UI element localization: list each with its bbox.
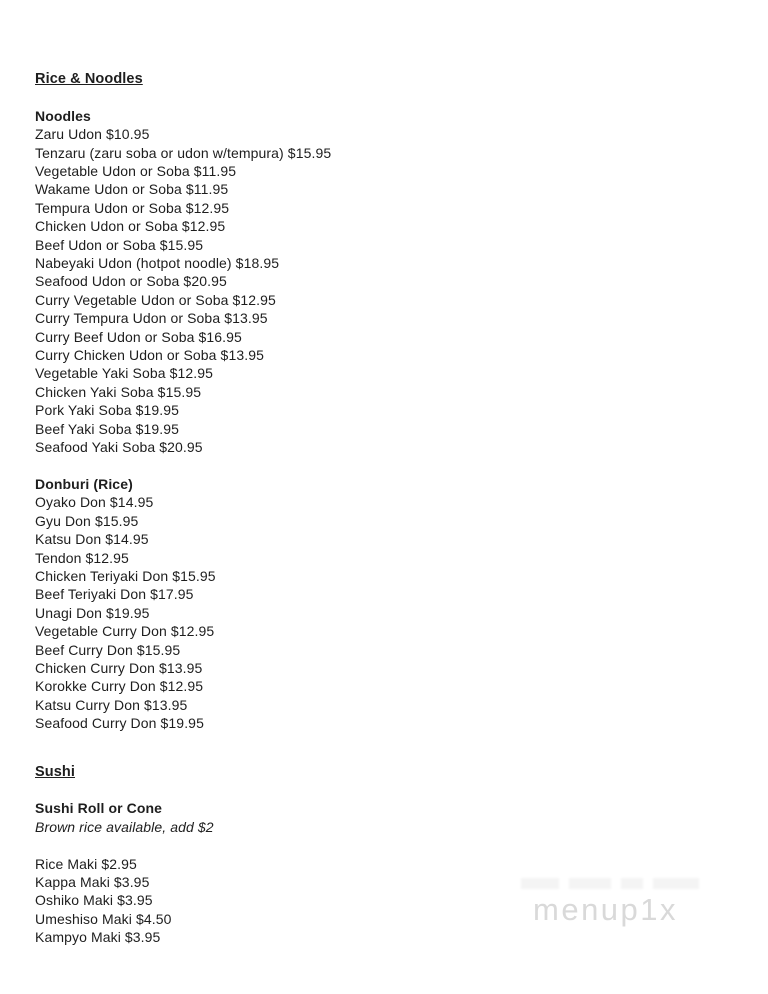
menu-item: Beef Udon or Soba $15.95 (35, 236, 204, 253)
menu-item: Kappa Maki $3.95 (35, 874, 150, 890)
menu-item: Chicken Yaki Soba $15.95 (35, 383, 202, 400)
menu-item: Seafood Curry Don $19.95 (35, 715, 204, 732)
menu-item: Vegetable Yaki Soba $12.95 (35, 365, 214, 382)
menu-item: Unagi Don $19.95 (35, 604, 150, 621)
menu-item: Chicken Udon or Soba $12.95 (35, 218, 226, 235)
menu-item: Zaru Udon $10.95 (35, 126, 150, 143)
menu-content (35, 70, 331, 947)
menu-item: Katsu Don $14.95 (35, 531, 149, 548)
menu-item: Oyako Don $14.95 (35, 494, 154, 511)
menu-item: Chicken Curry Don $13.95 (35, 659, 203, 676)
menu-item: Rice Maki $2.95 (35, 855, 137, 872)
menu-item: Tenzaru (zaru soba or udon w/tempura) $15.95 (35, 144, 332, 161)
menu-section (35, 763, 331, 947)
menu-item: Tendon $12.95 (35, 549, 129, 566)
menu-item: Vegetable Udon or Soba $11.95 (35, 163, 237, 180)
menu-item: Chicken Teriyaki Don $15.95 (35, 567, 216, 584)
item-list (35, 125, 331, 456)
menu-item: Beef Curry Don $15.95 (35, 641, 181, 658)
menu-section (35, 70, 331, 733)
menu-item: Umeshiso Maki $4.50 (35, 910, 172, 927)
menu-item: Tempura Udon or Soba $12.95 (35, 199, 230, 216)
menupix-watermark: menup1x (533, 892, 679, 927)
group-name: Noodles (35, 107, 91, 124)
item-list (35, 493, 331, 732)
menu-item: Katsu Curry Don $13.95 (35, 696, 188, 713)
menu-item: Seafood Udon or Soba $20.95 (35, 273, 227, 290)
section-title: Rice & Noodles (35, 71, 143, 87)
menu-item: Seafood Yaki Soba $20.95 (35, 439, 203, 456)
menu-item: Gyu Don $15.95 (35, 512, 139, 529)
menu-item: Curry Beef Udon or Soba $16.95 (35, 328, 242, 345)
faint-watermark-text (521, 878, 699, 889)
menu-item: Nabeyaki Udon (hotpot noodle) $18.95 (35, 255, 280, 272)
menu-group (35, 107, 331, 457)
menu-item: Wakame Udon or Soba $11.95 (35, 181, 229, 198)
menu-group (35, 799, 331, 946)
menu-item: Oshiko Maki $3.95 (35, 892, 153, 909)
menu-item: Curry Chicken Udon or Soba $13.95 (35, 347, 264, 364)
group-note: Brown rice available, add $2 (35, 818, 214, 835)
menu-item: Vegetable Curry Don $12.95 (35, 623, 215, 640)
menu-item: Curry Tempura Udon or Soba $13.95 (35, 310, 268, 327)
menu-item: Korokke Curry Don $12.95 (35, 678, 204, 695)
menu-item: Beef Teriyaki Don $17.95 (35, 586, 194, 603)
menu-group (35, 475, 331, 733)
menu-item: Pork Yaki Soba $19.95 (35, 402, 180, 419)
group-name: Sushi Roll or Cone (35, 800, 163, 817)
section-title: Sushi (35, 763, 75, 780)
menu-item: Kampyo Maki $3.95 (35, 929, 161, 946)
item-list (35, 855, 331, 947)
group-name: Donburi (Rice) (35, 475, 133, 492)
menu-item: Beef Yaki Soba $19.95 (35, 420, 180, 437)
menu-item: Curry Vegetable Udon or Soba $12.95 (35, 291, 276, 308)
